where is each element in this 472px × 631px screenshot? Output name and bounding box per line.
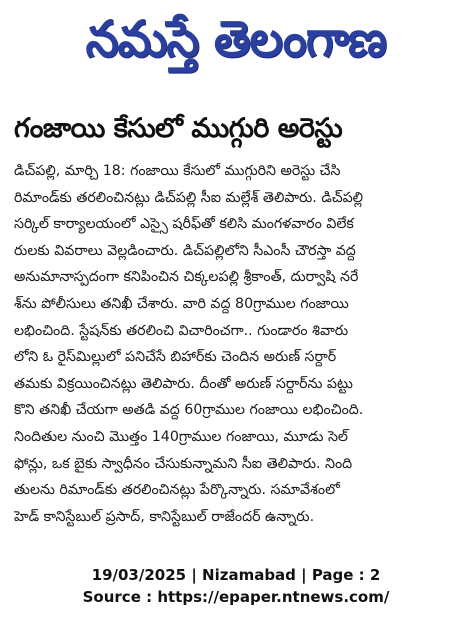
article-line: లోని ఓ రైస్‌మిల్లులో పనిచేసే బిహార్‌కు చెందిన అరుణ్ సర్దార్ — [14, 349, 337, 366]
article-line: లభించింది. స్టేషన్‌కు తరలించి విచారించగా.. గుండారం శివారు — [14, 322, 349, 339]
article-line: అనుమానాస్పదంగా కనిపించిన చిక్కలపల్లి శ్రీకాంత్, దుర్వాషి నరే — [14, 269, 359, 286]
publication-meta: 19/03/2025 | Nizamabad | Page : 2 — [91, 566, 381, 584]
article-line: డిచ్‌పల్లి, మార్చి 18: గంజాయి కేసులో ముగ్గురిని అరెస్టు చేసి — [14, 163, 341, 179]
article-line: రిమాండ్‌కు తరలించినట్లు డిచ్‌పల్లి సీఐ మల్లేశ్ తెలిపారు. డిచ్‌పల్లి — [14, 189, 364, 206]
newspaper-logo: నమస్తే తెలంగాణ — [85, 9, 387, 68]
article-headline: గంజాయి కేసులో ముగ్గురి అరెస్టు — [14, 113, 343, 144]
article-line: తులను రిమాండ్‌కు తరలించినట్లు పేర్కొన్నారు. సమావేశంలో — [14, 482, 340, 499]
source-link[interactable]: Source : https://epaper.ntnews.com/ — [82, 588, 390, 606]
article-line: నిందితుల నుంచి మొత్తం 140గ్రాముల గంజాయి, మూడు సెల్ — [14, 428, 348, 445]
article-line: హెడ్ కానిస్టేబుల్ ప్రసాద్, కానిస్టేబుల్ రాజేందర్ ఉన్నారు. — [14, 508, 315, 525]
clipping-footer — [0, 564, 472, 608]
article-line: శ్‌ను పోలీసులు తనిఖీ చేశారు. వారి వద్ద 80గ్రాముల గంజాయి — [14, 295, 349, 312]
article-line: కొని తనిఖీ చేయగా అతడి వద్ద 60గ్రాముల గంజాయి లభించింది. — [14, 402, 364, 419]
article-line: రులకు వివరాలు వెల్లడించారు. డిచ్‌పల్లిలోని సీఎంసీ చౌరస్తా వద్ద — [14, 242, 356, 259]
masthead — [18, 2, 454, 88]
article-body — [14, 158, 460, 530]
article-line: సర్కిల్ కార్యాలయంలో ఎస్సై షరీఫ్‌తో కలిసి మంగళవారం విలేక — [14, 216, 354, 233]
article-line: తమకు విక్రయించినట్లు తెలిపారు. దీంతో అరుణ్ సర్దార్‌ను పట్టు — [14, 375, 353, 392]
article-line: ఫోన్లు, ఒక బైకు స్వాధీనం చేసుకున్నామని సీఐ తెలిపారు. నింది — [14, 455, 353, 472]
